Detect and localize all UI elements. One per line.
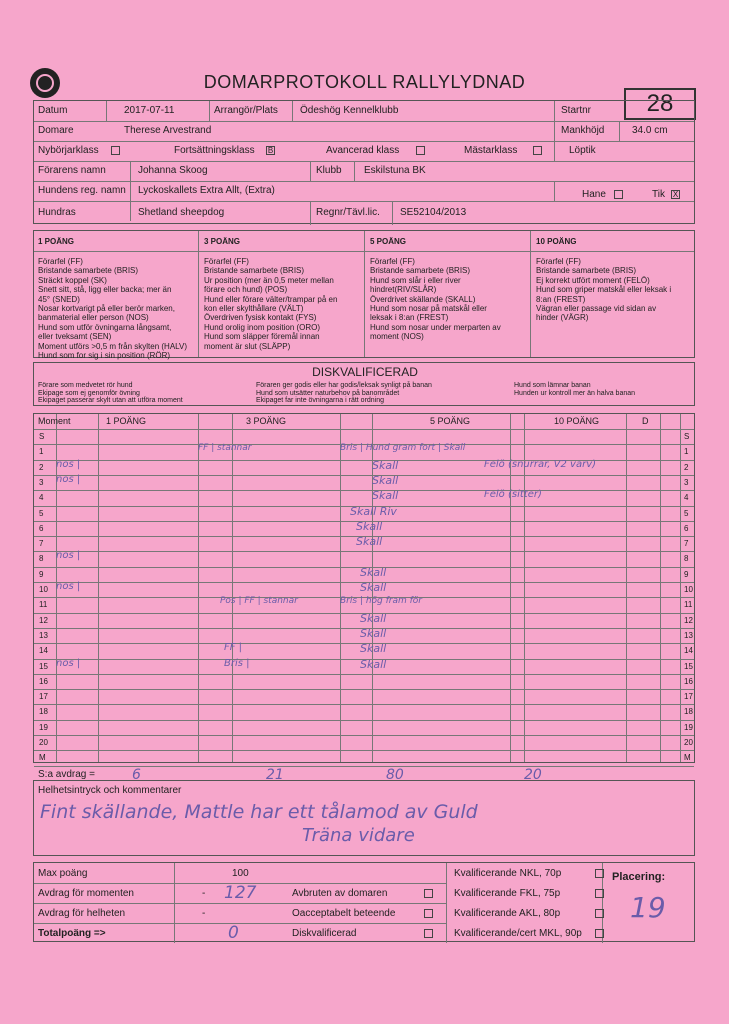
grid-row-label: 20 — [39, 738, 48, 747]
avbruten-label: Avbruten av domaren — [292, 888, 388, 899]
grid-row-label: 3 — [39, 477, 44, 487]
grid-column-line — [680, 414, 681, 762]
points-line: Hund som slår i eller river — [370, 275, 461, 285]
points-line: Hund som for sig i sin position (RÖR) — [38, 351, 171, 360]
grid-row-label-right: 19 — [684, 722, 693, 732]
sum-label: S:a avdrag = — [38, 768, 95, 780]
forare-value: Johanna Skoog — [138, 165, 208, 176]
grid-row-label-right: 5 — [684, 508, 689, 518]
diskvalificerad-label: Diskvalificerad — [292, 928, 357, 939]
grid-row-line — [34, 429, 694, 430]
handwritten-note: Skall — [356, 519, 383, 533]
handwritten-note: Skall — [360, 626, 387, 640]
points-line: Förarfel (FF) — [204, 257, 249, 266]
grid-row-label: 15 — [39, 661, 48, 671]
grid-row-label: 8 — [39, 554, 44, 564]
handwritten-note: Bris | — [224, 657, 250, 669]
start-number: 28 — [624, 88, 696, 120]
sum-c3: 21 — [266, 766, 284, 783]
grid-row-label-right: 17 — [684, 692, 693, 702]
oacceptabelt-checkbox[interactable] — [424, 909, 433, 918]
points-line: Hund eller förare välter/trampar på en — [204, 294, 338, 304]
points-line: Bristande samarbete (BRIS) — [370, 266, 471, 276]
grid-row-label: 4 — [39, 493, 44, 503]
grid-row-label: 17 — [39, 692, 48, 702]
points-line: banmaterial eller person (NOS) — [38, 313, 149, 323]
handwritten-note: Felö (sitter) — [484, 489, 542, 501]
handwritten-note: Skall Riv — [350, 504, 397, 518]
handwritten-note: Skall — [356, 535, 383, 549]
points-head-1: 3 POÄNG — [204, 237, 241, 246]
grid-row-label-right: 11 — [684, 600, 693, 610]
avancerad-klass-checkbox[interactable] — [416, 146, 425, 155]
handwritten-note: Pos | FF | stannar — [220, 596, 298, 607]
nyborjarklass-label: Nybörjarklass — [38, 145, 99, 156]
grid-row-label-right: 8 — [684, 554, 689, 564]
points-line: leksak i 8:an (FREST) — [370, 313, 449, 323]
points-line: hindret(RIV/SLÅR) — [370, 285, 437, 295]
startnr-label: Startnr — [561, 105, 592, 116]
grid-row-label-right: M — [684, 753, 691, 763]
grid-header-c3: 3 POÄNG — [246, 416, 287, 426]
points-line: Hund orolig inom position (ORO) — [204, 322, 321, 332]
forare-label: Förarens namn — [38, 165, 106, 176]
comments-box — [33, 780, 695, 856]
kval-mkl-checkbox[interactable] — [595, 929, 604, 938]
oacceptabelt-label: Oacceptabelt beteende — [292, 908, 396, 919]
comments-line1: Fint skällande, Mattle har ett tålamod av Guld — [40, 801, 478, 823]
grid-column-line — [198, 414, 199, 762]
max-label: Max poäng — [38, 868, 88, 879]
handwritten-note: nos | — [56, 458, 81, 470]
points-line: Överdrivet skällande (SKALL) — [370, 294, 476, 304]
grid-row-line — [34, 475, 694, 476]
fortsattningsklass-label: Fortsättningsklass — [174, 145, 255, 156]
handwritten-note: Skall — [360, 581, 387, 594]
kval-nkl-label: Kvalificerande NKL, 70p — [454, 868, 562, 879]
mankhojd-label: Mankhöjd — [561, 125, 605, 136]
points-line: 45° (SNED) — [38, 294, 80, 304]
grid-row-label: 6 — [39, 523, 44, 533]
kval-fkl-label: Kvalificerande FKL, 75p — [454, 888, 561, 899]
grid-column-line — [340, 414, 341, 762]
avbruten-checkbox[interactable] — [424, 889, 433, 898]
grid-header-c1: 1 POÄNG — [106, 416, 147, 426]
disk-line: Förare som medvetet rör hund — [38, 382, 133, 389]
grid-row-label: 7 — [39, 539, 44, 549]
regnr-value: SE52104/2013 — [400, 207, 467, 218]
grid-row-label-right: 13 — [684, 630, 693, 640]
disk-line: Ekipaget far inte övningarna i rätt ordning — [256, 397, 385, 404]
points-line: Bristande samarbete (BRIS) — [204, 266, 305, 276]
disk-line: Ekipage som ej genomför övning — [38, 389, 140, 397]
handwritten-note: nos | — [56, 473, 81, 485]
loptik-label: Löptik — [569, 145, 596, 156]
points-line: moment (NOS) — [370, 332, 424, 342]
disk-line: Hund som lämnar banan — [514, 382, 591, 389]
grid-header-c5: 5 POÄNG — [430, 416, 471, 426]
hund-value: Lyckoskallets Extra Allt, (Extra) — [138, 185, 275, 196]
handwritten-note: FF | — [224, 642, 243, 654]
grid-row-label: 16 — [39, 676, 48, 686]
avdrag-moment-value: 127 — [224, 883, 257, 903]
datum-label: Datum — [38, 105, 68, 116]
handwritten-note: Skall — [372, 489, 399, 503]
grid-row-label-right: 18 — [684, 707, 693, 717]
points-line: Överdriven fysisk kontakt (FYS) — [204, 313, 317, 323]
points-line: kon eller skylthållare (VÄLT) — [204, 304, 304, 313]
points-head-0: 1 POÄNG — [38, 237, 75, 246]
grid-column-line — [626, 414, 627, 762]
disqualified-title: DISKVALIFICERAD — [312, 365, 418, 379]
grid-row-label: 9 — [39, 569, 44, 579]
avancerad-klass-label: Avancerad klass — [326, 145, 400, 156]
points-legend — [33, 230, 695, 358]
grid-row-label-right: 7 — [684, 539, 689, 549]
hane-checkbox[interactable] — [614, 190, 623, 199]
total-label: Totalpoäng => — [38, 928, 106, 939]
avdrag-helhet-label: Avdrag för helheten — [38, 908, 126, 919]
handwritten-note: nos | — [56, 550, 81, 562]
points-line: Hund som griper matskål eller leksak i — [536, 285, 672, 295]
mankhojd-value: 34.0 cm — [632, 125, 668, 136]
grid-row-label: 13 — [39, 630, 48, 640]
kval-mkl-label: Kvalificerande/cert MKL, 90p — [454, 928, 582, 939]
points-line: Hund som släpper föremål innan — [204, 332, 320, 342]
nyborjarklass-checkbox[interactable] — [111, 146, 120, 155]
points-head-2: 5 POÄNG — [370, 237, 407, 246]
hane-label: Hane — [582, 189, 606, 200]
grid-row-line — [34, 689, 694, 690]
regnr-label: Regnr/Tävl.lic. — [316, 207, 380, 218]
mastarklass-label: Mästarklass — [464, 145, 518, 156]
max-value: 100 — [232, 868, 249, 879]
points-line: moment är slut (SLÄPP) — [204, 341, 291, 351]
hundras-value: Shetland sheepdog — [138, 207, 225, 218]
points-line: Vägran eller passage vid sidan av — [536, 304, 657, 313]
grid-row-label-right: 10 — [684, 585, 693, 594]
disk-line: Föraren ger godis eller har godis/leksak synligt på banan — [256, 382, 432, 389]
grid-header-c10: 10 POÄNG — [554, 416, 600, 426]
comments-label: Helhetsintryck och kommentarer — [38, 785, 182, 796]
grid-row-line — [34, 551, 694, 552]
points-line: eller tveksamt (SEN) — [38, 332, 112, 342]
placering-label: Placering: — [612, 871, 666, 883]
grid-row-label-right: 3 — [684, 477, 689, 487]
grid-header-d: D — [642, 416, 649, 426]
grid-row-label-right: S — [684, 432, 690, 441]
fortsattningsklass-checkbox[interactable]: B — [267, 146, 274, 155]
grid-row-label-right: 2 — [684, 462, 689, 472]
grid-row-label: M — [39, 753, 46, 763]
handwritten-note: Bris | hög fram för — [340, 596, 422, 607]
grid-row-label-right: 1 — [684, 447, 689, 457]
handwritten-note: Felö (snurrar, V2 varv) — [484, 458, 597, 470]
grid-row-label-right: 16 — [684, 676, 693, 686]
points-line: förare och hund) (POS) — [204, 285, 288, 295]
points-line: Hund som utför övningarna långsamt, — [38, 322, 172, 332]
hund-label: Hundens reg. namn — [38, 185, 126, 196]
handwritten-note: Skall — [360, 657, 387, 671]
handwritten-note: Skall — [372, 458, 399, 472]
grid-row-label-right: 4 — [684, 493, 689, 503]
points-line: Förarfel (FF) — [370, 257, 415, 266]
grid-row-line — [34, 735, 694, 736]
handwritten-note: Bris | Hund gram fort | Skall — [340, 443, 466, 454]
grid-row-line — [34, 720, 694, 721]
points-line: Bristande samarbete (BRIS) — [38, 266, 139, 276]
diskvalificerad-checkbox[interactable] — [424, 929, 433, 938]
kval-fkl-checkbox[interactable] — [595, 889, 604, 898]
grid-row-label-right: 15 — [684, 661, 693, 671]
placering-value: 19 — [630, 891, 666, 924]
avdrag-helhet-sign: - — [202, 908, 206, 919]
grid-row-line — [34, 674, 694, 675]
handwritten-note: nos | — [56, 581, 81, 592]
points-line: Snett sitt, stå, ligg eller backa; mer än — [38, 285, 172, 295]
points-line: Moment utförs >0,5 m från skylten (HALV) — [38, 341, 188, 351]
grid-row-label: S — [39, 432, 45, 441]
points-line: Ej korrekt utfört moment (FELÖ) — [536, 275, 650, 285]
points-line: Nosar kortvarigt på eller berör marken, — [38, 304, 175, 313]
grid-row-label: 1 — [39, 447, 44, 457]
kval-akl-checkbox[interactable] — [595, 909, 604, 918]
grid-header-moment: Moment — [38, 416, 71, 426]
grid-row-label-right: 12 — [684, 615, 693, 625]
points-line: Förarfel (FF) — [38, 257, 83, 266]
sum-c10: 20 — [524, 766, 542, 783]
header-info — [33, 100, 695, 224]
grid-row-label: 2 — [39, 462, 44, 472]
grid-row-label: 10 — [39, 585, 48, 594]
grid-row-label: 12 — [39, 615, 48, 625]
grid-row-label: 18 — [39, 707, 48, 717]
handwritten-note: Skall — [372, 473, 399, 487]
grid-row-label: 5 — [39, 508, 44, 518]
disk-line: Hund som utsätter naturbehov på banområdet — [256, 389, 400, 397]
klubb-label: Klubb — [316, 165, 342, 176]
disk-line: Ekipaget passerar skylt utan att utföra moment — [38, 397, 183, 404]
sum-c5: 80 — [386, 766, 404, 783]
grid-row-label-right: 20 — [684, 738, 693, 747]
grid-row-line — [34, 490, 694, 491]
disqualified-box — [33, 362, 695, 406]
grid-column-line — [98, 414, 99, 762]
grid-row-label-right: 14 — [684, 646, 693, 656]
moment-grid — [33, 413, 695, 783]
grid-row-line — [34, 704, 694, 705]
points-line: 8:an (FREST) — [536, 294, 586, 304]
kval-nkl-checkbox[interactable] — [595, 869, 604, 878]
datum-value: 2017-07-11 — [124, 105, 175, 116]
handwritten-note: FF | stannar — [198, 443, 252, 454]
points-line: Förarfel (FF) — [536, 257, 581, 266]
tik-checkbox[interactable]: X — [672, 190, 679, 199]
totals-box — [33, 862, 695, 942]
grid-row-label: 11 — [39, 600, 48, 610]
comments-line2: Träna vidare — [302, 825, 415, 846]
points-head-3: 10 POÄNG — [536, 237, 577, 246]
kval-akl-label: Kvalificerande AKL, 80p — [454, 908, 561, 919]
mastarklass-checkbox[interactable] — [533, 146, 542, 155]
handwritten-note: Skall — [360, 611, 387, 625]
points-line: Hund som nosar under merparten av — [370, 322, 501, 332]
points-line: Bristande samarbete (BRIS) — [536, 266, 637, 276]
hundras-label: Hundras — [38, 207, 76, 218]
grid-row-label: 14 — [39, 646, 48, 656]
grid-row-label: 19 — [39, 722, 48, 732]
form-title: DOMARPROTOKOLL RALLYLYDNAD — [203, 72, 526, 92]
points-line: Ur position (mer än 0,5 meter mellan — [204, 275, 334, 285]
handwritten-note: Skall — [360, 565, 387, 579]
points-line: Sträckt koppel (SK) — [38, 275, 107, 285]
grid-column-line — [232, 414, 233, 762]
handwritten-note: nos | — [56, 657, 81, 669]
tik-label: Tik — [652, 189, 665, 200]
avdrag-moment-label: Avdrag för momenten — [38, 888, 134, 899]
grid-row-label-right: 6 — [684, 523, 689, 533]
handwritten-note: Skall — [360, 642, 387, 656]
klubb-value: Eskilstuna BK — [364, 165, 426, 176]
grid-row-line — [34, 750, 694, 751]
total-value: 0 — [228, 923, 239, 943]
grid-column-line — [660, 414, 661, 762]
arrangor-value: Ödeshög Kennelklubb — [300, 105, 399, 116]
avdrag-moment-sign: - — [202, 888, 206, 899]
points-line: hinder (VÄGR) — [536, 313, 589, 323]
sum-c1: 6 — [132, 766, 141, 783]
arrangor-label: Arrangör/Plats — [214, 105, 278, 116]
grid-row-label-right: 9 — [684, 569, 689, 579]
domare-value: Therese Arvestrand — [124, 125, 212, 136]
points-line: Hund som nosar på matskål eller — [370, 304, 487, 313]
disk-line: Hunden ur kontroll mer än halva banan — [514, 389, 636, 397]
domare-label: Domare — [38, 125, 74, 136]
